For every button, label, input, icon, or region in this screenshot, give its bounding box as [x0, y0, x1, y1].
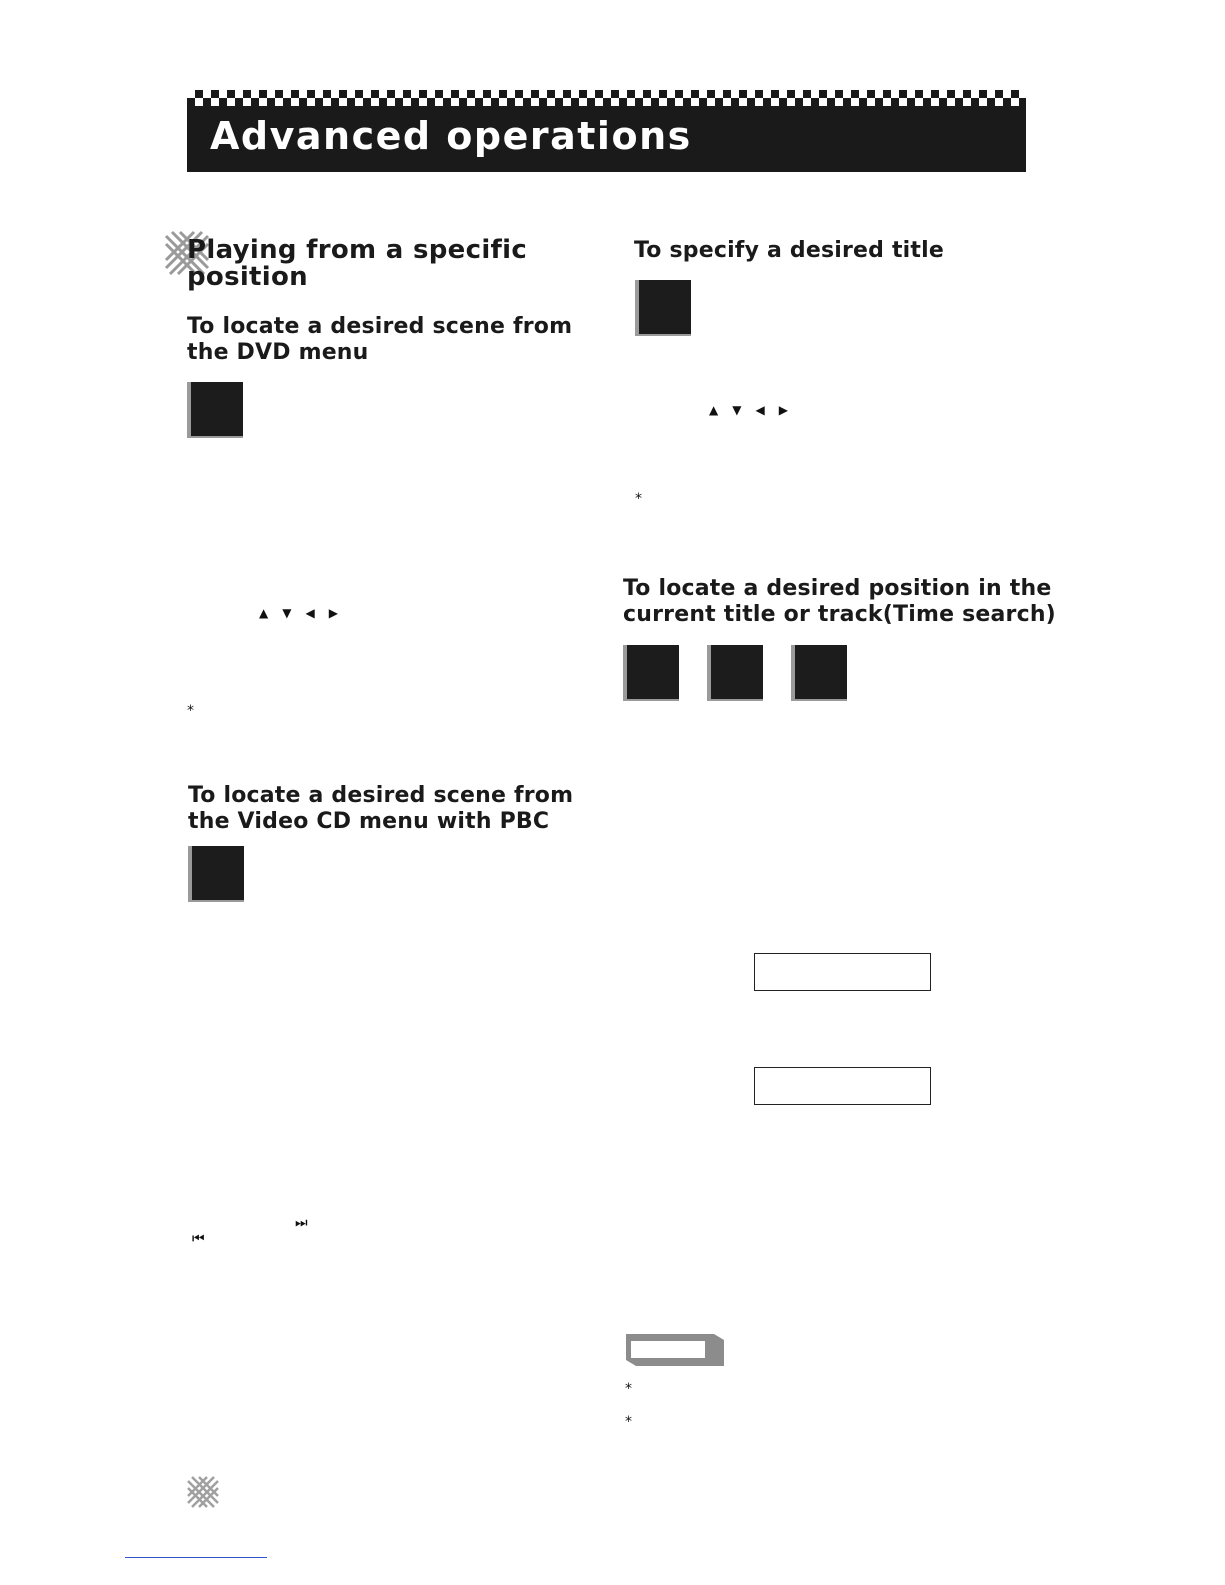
arrow-left-icon: ◀ [305, 606, 315, 620]
cursor-arrows [709, 403, 802, 417]
arrow-left-icon: ◀ [755, 403, 765, 417]
notes-tag [626, 1334, 724, 1366]
asterisk-note: * [635, 491, 642, 507]
arrow-down-icon: ▼ [732, 403, 742, 417]
section-title: Playing from a specific position [187, 235, 528, 292]
page-title: Advanced operations [210, 114, 692, 158]
asterisk-note: * [187, 703, 194, 719]
checker-pattern [187, 90, 1026, 106]
skip-next-icon: ⏭ [295, 1215, 308, 1231]
arrow-down-icon: ▼ [282, 606, 292, 620]
dvd-menu-heading-line1: To locate a desired scene from [187, 314, 573, 339]
cursor-arrows [259, 606, 352, 620]
specify-title-heading: To specify a desired title [634, 238, 944, 263]
time-search-heading-line2: current title or track(Time search) [623, 602, 1056, 627]
vcd-menu-heading-line1: To locate a desired scene from [188, 783, 574, 808]
step-box [791, 645, 847, 701]
dvd-menu-heading-line2: the DVD menu [187, 340, 369, 365]
display-box [754, 1067, 931, 1105]
skip-prev-icon: ⏮ [192, 1231, 205, 1247]
arrow-right-icon: ▶ [328, 606, 338, 620]
vcd-menu-heading-line2: the Video CD menu with PBC [188, 809, 550, 834]
arrow-right-icon: ▶ [778, 403, 788, 417]
time-search-heading-line1: To locate a desired position in the [623, 576, 1052, 601]
footer-rule [125, 1557, 267, 1558]
step-box [188, 846, 244, 902]
step-box [635, 280, 691, 336]
header-banner [187, 90, 1026, 172]
asterisk-note: * [625, 1414, 632, 1430]
display-box [754, 953, 931, 991]
asterisk-note: * [625, 1381, 632, 1397]
step-box [707, 645, 763, 701]
arrow-up-icon: ▲ [259, 606, 269, 620]
arrow-up-icon: ▲ [709, 403, 719, 417]
step-box [623, 645, 679, 701]
step-box [187, 382, 243, 438]
cross-hatch-small-icon [187, 1476, 219, 1508]
